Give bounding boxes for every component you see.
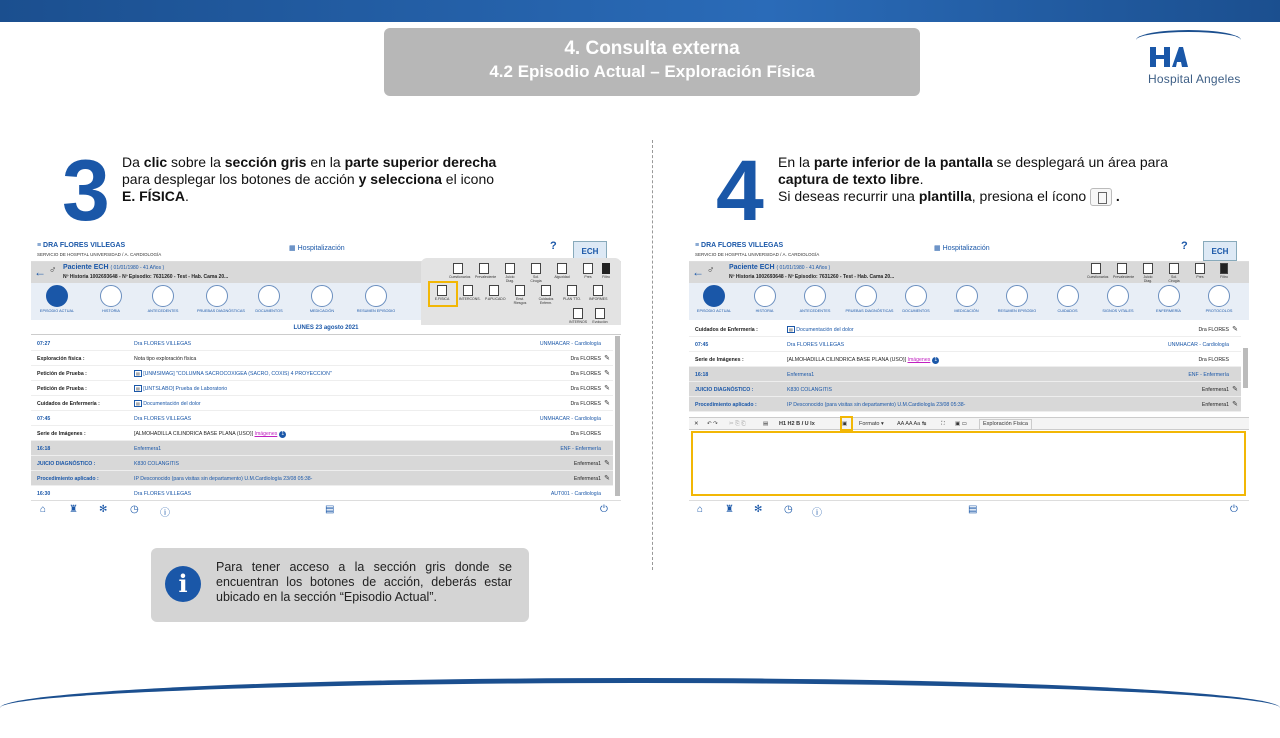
- archive-icon-2[interactable]: ▤: [968, 504, 978, 515]
- clock-icon-2[interactable]: ◷: [784, 504, 793, 515]
- screenshot-step-3: [31, 240, 621, 518]
- table-row[interactable]: [31, 381, 613, 396]
- row-value: IP Desconocido (para visitas sin departamento) U.M.Cardiología 23/08 05:38-: [134, 476, 313, 482]
- edit-pencil-icon[interactable]: ✎: [604, 385, 610, 392]
- nav-item[interactable]: MEDICACIÓN: [947, 285, 987, 313]
- home-icon-2[interactable]: ⌂: [697, 504, 704, 515]
- editor-toolbar: [689, 417, 1249, 430]
- pres-icon[interactable]: Pres: [1191, 263, 1209, 279]
- row-label: Procedimiento aplicado :: [695, 402, 757, 408]
- ech-logo: ECH: [573, 241, 607, 261]
- row-value: Dra FLORES VILLEGAS: [134, 416, 192, 422]
- font-size-icons[interactable]: AA AA Aa ↹: [897, 421, 927, 427]
- ech-logo-2: ECH: [1203, 241, 1237, 261]
- module-name: ▦ Hospitalización: [289, 245, 345, 252]
- row-label: Petición de Prueba :: [37, 371, 87, 377]
- module-name-2: ▦ Hospitalización: [934, 245, 990, 252]
- table-row[interactable]: [689, 322, 1241, 337]
- binoculars-icon-2[interactable]: ♜: [725, 504, 734, 515]
- popup-plan[interactable]: PLAN TTO.: [563, 285, 581, 301]
- top-banner: [0, 0, 1280, 22]
- scrollbar[interactable]: [615, 336, 620, 496]
- nav-pruebas[interactable]: PRUEBAS DIAGNÓSTICAS: [197, 285, 237, 313]
- nav-resumen[interactable]: RESUMEN EPISODIO: [356, 285, 396, 313]
- row-author: UNMHACAR - Cardiología: [1167, 342, 1229, 348]
- row-author: Dra FLORES: [570, 431, 601, 437]
- edit-pencil-icon[interactable]: ✎: [604, 400, 610, 407]
- gear-icon[interactable]: ✻: [99, 504, 108, 515]
- popup-cuidados[interactable]: Cuidados Enferm.: [537, 285, 555, 305]
- cuestionarios-icon[interactable]: Cuestionarios: [1087, 263, 1105, 279]
- archive-icon[interactable]: ▤: [325, 504, 335, 515]
- edit-pencil-icon[interactable]: ✎: [604, 460, 610, 467]
- row-label: 16:18: [695, 372, 709, 378]
- popup-riesgos[interactable]: Enst. Riesgos: [511, 285, 529, 305]
- patient-name: Paciente ECH ( 01/01/1980 - 41 Años ): [63, 264, 165, 271]
- app-header-2: [689, 240, 1249, 262]
- document-icon: ▤: [136, 371, 140, 376]
- patient-history: Nº Historia 1002693648 - Nº Episodio: 7631260 - Test - Hab. Cama 20...: [63, 274, 229, 280]
- row-label: JUICIO DIAGNÓSTICO :: [695, 387, 754, 393]
- filter-icon[interactable]: Filtro: [597, 263, 615, 279]
- male-icon-2: ♂: [707, 265, 715, 276]
- row-value[interactable]: ▤ Documentación del dolor: [136, 401, 201, 407]
- screenshot-step-4: [689, 240, 1249, 518]
- popup-informes[interactable]: INFORMES: [589, 285, 607, 301]
- info-icon[interactable]: ⓘ: [160, 508, 170, 518]
- binoculars-icon[interactable]: ♜: [69, 504, 78, 515]
- table-row[interactable]: [31, 351, 613, 366]
- document-icon: ▤: [136, 386, 140, 391]
- edit-pencil-icon[interactable]: ✎: [604, 475, 610, 482]
- table-row[interactable]: [689, 367, 1241, 382]
- nav-episodio-actual[interactable]: EPISODIO ACTUAL: [37, 285, 77, 313]
- images-link[interactable]: Imágenes: [254, 431, 278, 437]
- row-author: ENF - Enfermería: [1188, 372, 1229, 378]
- images-count-badge: 1: [279, 431, 286, 438]
- row-value: K830 COLANGITIS: [787, 387, 832, 393]
- prevaleciente-icon[interactable]: Prevaleciente: [1113, 263, 1131, 279]
- logo-text: Hospital Angeles: [1148, 72, 1241, 86]
- format-icons[interactable]: ▤: [763, 421, 769, 427]
- row-value[interactable]: ▤ Documentación del dolor: [789, 327, 854, 333]
- table-row[interactable]: [31, 456, 613, 471]
- table-row[interactable]: [689, 397, 1241, 412]
- popup-alguxidad[interactable]: Alguxidad: [553, 263, 571, 279]
- table-row[interactable]: [31, 366, 613, 381]
- row-value: Dra FLORES VILLEGAS: [134, 491, 192, 497]
- home-icon[interactable]: ⌂: [40, 504, 47, 515]
- info-text: Para tener acceso a la sección gris donde se encuentran los botones de acción, deberás estar ubicado en la sección “Episodio Actual”.: [216, 560, 512, 604]
- row-author: Enfermera1: [573, 461, 601, 467]
- text-style-icons[interactable]: H1 H2 B I U Ix: [779, 421, 815, 427]
- template-chip[interactable]: Exploración Física: [979, 419, 1032, 430]
- scrollbar-2[interactable]: [1243, 348, 1248, 388]
- template-button-icon[interactable]: ▣: [842, 421, 848, 427]
- row-label: 07:45: [37, 416, 51, 422]
- nav-documentos[interactable]: DOCUMENTOS: [249, 285, 289, 313]
- row-value: Dra FLORES VILLEGAS: [787, 342, 845, 348]
- step-3-number: 3: [62, 143, 110, 239]
- popup-cirugia[interactable]: Sol. Cirugía: [527, 263, 545, 283]
- row-label: 07:45: [695, 342, 709, 348]
- nav-item[interactable]: PRUEBAS DIAGNÓSTICAS: [846, 285, 886, 313]
- row-author: UNMHACAR - Cardiología: [539, 341, 601, 347]
- edit-pencil-icon[interactable]: ✎: [1232, 326, 1238, 333]
- table-row[interactable]: [31, 411, 613, 426]
- nav-medicacion[interactable]: MEDICACIÓN: [302, 285, 342, 313]
- row-author: Dra FLORES: [1198, 327, 1229, 333]
- power-icon-2[interactable]: ⏻: [1230, 504, 1238, 515]
- doctor-name: ≡ DRA FLORES VILLEGAS: [37, 242, 126, 249]
- row-author: Enfermera1: [1201, 402, 1229, 408]
- cirugia-icon[interactable]: Sol. Cirugía: [1165, 263, 1183, 283]
- template-icon: [1090, 188, 1112, 206]
- row-value: Dra FLORES VILLEGAS: [134, 341, 192, 347]
- nav-item[interactable]: EPISODIO ACTUAL: [694, 285, 734, 313]
- row-label: 16:18: [37, 446, 51, 452]
- service-name-2: SERVICIO DE HOSPITAL UNIVERSIDAD / A. CARDIOLOGÍA: [695, 252, 820, 257]
- power-icon[interactable]: ⏻: [600, 504, 608, 515]
- male-icon: ♂: [49, 265, 57, 276]
- images-link[interactable]: Imágenes: [907, 357, 931, 363]
- document-icon: ▤: [789, 327, 793, 332]
- row-value: Enfermera1: [787, 372, 815, 378]
- row-label: 07:27: [37, 341, 51, 347]
- row-value: Nota tipo exploración física: [134, 356, 197, 362]
- table-row[interactable]: [31, 486, 613, 501]
- row-label: Procedimiento aplicado :: [37, 476, 99, 482]
- info-icon-2[interactable]: ⓘ: [812, 508, 822, 518]
- table-row[interactable]: [689, 352, 1241, 367]
- row-label: Serie de Imágenes :: [37, 431, 86, 437]
- edit-pencil-icon[interactable]: ✎: [604, 370, 610, 377]
- row-label: 16:30: [37, 491, 51, 497]
- nav-historia[interactable]: HISTORIA: [91, 285, 131, 313]
- logo-mark-icon: [1148, 45, 1188, 69]
- close-icon[interactable]: ✕: [694, 421, 699, 427]
- row-label: Exploración física :: [37, 356, 85, 362]
- hospital-logo: [1136, 30, 1251, 90]
- table-row[interactable]: [689, 337, 1241, 352]
- popup-cuestionarios[interactable]: Cuestionarios: [449, 263, 467, 279]
- row-author: Enfermera1: [573, 476, 601, 482]
- info-circle-icon: i: [165, 566, 201, 602]
- row-label: Petición de Prueba :: [37, 386, 87, 392]
- row-author: AUT001 - Cardiología: [550, 491, 601, 497]
- step-3-text: Da clic sobre la sección gris en la parte superior derecha para desplegar los botones de acción y selecciona el icono E. FÍSICA.: [122, 154, 497, 204]
- row-author: Dra FLORES: [570, 356, 601, 362]
- row-author: Dra FLORES: [570, 371, 601, 377]
- edit-pencil-icon[interactable]: ✎: [1232, 386, 1238, 393]
- popup-intercons[interactable]: INTERCONS.: [459, 285, 477, 301]
- app-footer: [31, 500, 621, 518]
- clock-icon[interactable]: ◷: [130, 504, 139, 515]
- row-value: IP Desconocido (para visitas sin departamento) U.M.Cardiología 23/08 05:38-: [787, 402, 966, 408]
- info-note: [151, 548, 529, 622]
- row-value[interactable]: ▤ [UNTSLABO] Prueba de Laboratorio: [136, 386, 228, 392]
- nav-item[interactable]: SIGNOS VITALES: [1098, 285, 1138, 313]
- images-count-badge: 1: [932, 357, 939, 364]
- edit-pencil-icon[interactable]: ✎: [1232, 401, 1238, 408]
- table-row[interactable]: [31, 441, 613, 456]
- table-row[interactable]: [31, 336, 613, 351]
- patient-name-2: Paciente ECH ( 01/01/1980 - 41 Años ): [729, 264, 831, 271]
- step-4-text: En la parte inferior de la pantalla se desplegará un área para captura de texto libre. Si deseas recurrir una plantilla, presiona el ícono .: [778, 154, 1218, 206]
- expand-icon[interactable]: ⛶: [941, 421, 945, 427]
- patient-bar-2: [689, 262, 1249, 283]
- popup-pres[interactable]: Pres: [579, 263, 597, 279]
- save-icons[interactable]: ▣ ▭: [955, 421, 967, 427]
- row-author: Dra FLORES: [1198, 357, 1229, 363]
- page-subtitle: 4.2 Episodio Actual – Exploración Física: [489, 62, 815, 81]
- row-value: Enfermera1: [134, 446, 162, 452]
- app-footer-2: [689, 500, 1249, 518]
- title-box: [384, 28, 920, 96]
- popup-evolucion[interactable]: Evolución: [591, 308, 609, 324]
- table-row[interactable]: [31, 396, 613, 411]
- nav-item[interactable]: CUIDADOS: [1048, 285, 1088, 313]
- doctor-name-2: ≡ DRA FLORES VILLEGAS: [695, 242, 784, 249]
- free-text-area[interactable]: [691, 431, 1246, 496]
- popup-paplicado[interactable]: P.APLICADO: [485, 285, 503, 301]
- bottom-swoosh: [0, 678, 1280, 738]
- date-header: LUNES 23 agosto 2021: [31, 325, 621, 335]
- popup-internos[interactable]: INTERNOS: [569, 308, 587, 324]
- nav-item[interactable]: DOCUMENTOS: [896, 285, 936, 313]
- row-author: ENF - Enfermería: [560, 446, 601, 452]
- nav-item[interactable]: PROTOCOLOS: [1199, 285, 1239, 313]
- filter-icon-2[interactable]: Filtro: [1215, 263, 1233, 279]
- help-icon-2[interactable]: ?: [1181, 240, 1188, 252]
- row-label: JUICIO DIAGNÓSTICO :: [37, 461, 96, 467]
- nav-bar-2: [689, 283, 1249, 320]
- row-label: Cuidados de Enfermería :: [695, 327, 758, 333]
- row-author: Dra FLORES: [570, 401, 601, 407]
- nav-item[interactable]: HISTORIA: [745, 285, 785, 313]
- row-author: Enfermera1: [1201, 387, 1229, 393]
- row-author: UNMHACAR - Cardiología: [539, 416, 601, 422]
- help-icon[interactable]: ?: [550, 240, 557, 252]
- row-value: [ALMOHADILLA CILINDRICA BASE PLANA (USO)] Imágenes 1: [787, 357, 939, 364]
- nav-antecedentes[interactable]: ANTECEDENTES: [143, 285, 183, 313]
- page-title: 4. Consulta externa: [564, 38, 740, 59]
- row-value: [ALMOHADILLA CILINDRICA BASE PLANA (USO)] Imágenes 1: [134, 431, 286, 438]
- row-label: Cuidados de Enfermería :: [37, 401, 100, 407]
- gear-icon-2[interactable]: ✻: [754, 504, 763, 515]
- format-select[interactable]: Formato ▾: [859, 421, 884, 427]
- table-row[interactable]: [31, 471, 613, 486]
- back-arrow-icon[interactable]: ←: [34, 265, 46, 279]
- table-row[interactable]: [689, 382, 1241, 397]
- undo-icon[interactable]: ↶ ↷: [707, 421, 718, 427]
- popup-efisica[interactable]: E.FISICA: [433, 285, 451, 301]
- edit-pencil-icon[interactable]: ✎: [604, 355, 610, 362]
- efisica-highlight: [428, 281, 458, 307]
- template-highlight: [840, 416, 853, 431]
- row-value: K830 COLANGITIS: [134, 461, 179, 467]
- popup-juicio[interactable]: Juicio Diag.: [501, 263, 519, 283]
- popup-prevaleciente[interactable]: Prevaleciente: [475, 263, 493, 279]
- juicio-icon[interactable]: Juicio Diag.: [1139, 263, 1157, 283]
- column-divider: [652, 140, 653, 570]
- document-icon: ▤: [136, 401, 140, 406]
- row-value[interactable]: ▤ [UNMSIMAG] "COLUMNA SACROCOXIGEA (SACRO, COXIS) 4 PROYECCION": [136, 371, 332, 377]
- row-author: Dra FLORES: [570, 386, 601, 392]
- patient-history-2: Nº Historia 1002693648 - Nº Episodio: 7631260 - Test - Hab. Cama 20...: [729, 274, 895, 280]
- nav-item[interactable]: RESUMEN EPISODIO: [997, 285, 1037, 313]
- nav-item[interactable]: ANTECEDENTES: [795, 285, 835, 313]
- cut-copy-icons[interactable]: ✂ ⎘ ⎗: [729, 421, 746, 427]
- table-row[interactable]: [31, 426, 613, 441]
- back-arrow-icon-2[interactable]: ←: [692, 265, 704, 279]
- service-name: SERVICIO DE HOSPITAL UNIVERSIDAD / A. CARDIOLOGÍA: [37, 252, 162, 257]
- nav-item[interactable]: ENFERMERÍA: [1149, 285, 1189, 313]
- step-4-number: 4: [716, 143, 764, 239]
- row-label: Serie de Imágenes :: [695, 357, 744, 363]
